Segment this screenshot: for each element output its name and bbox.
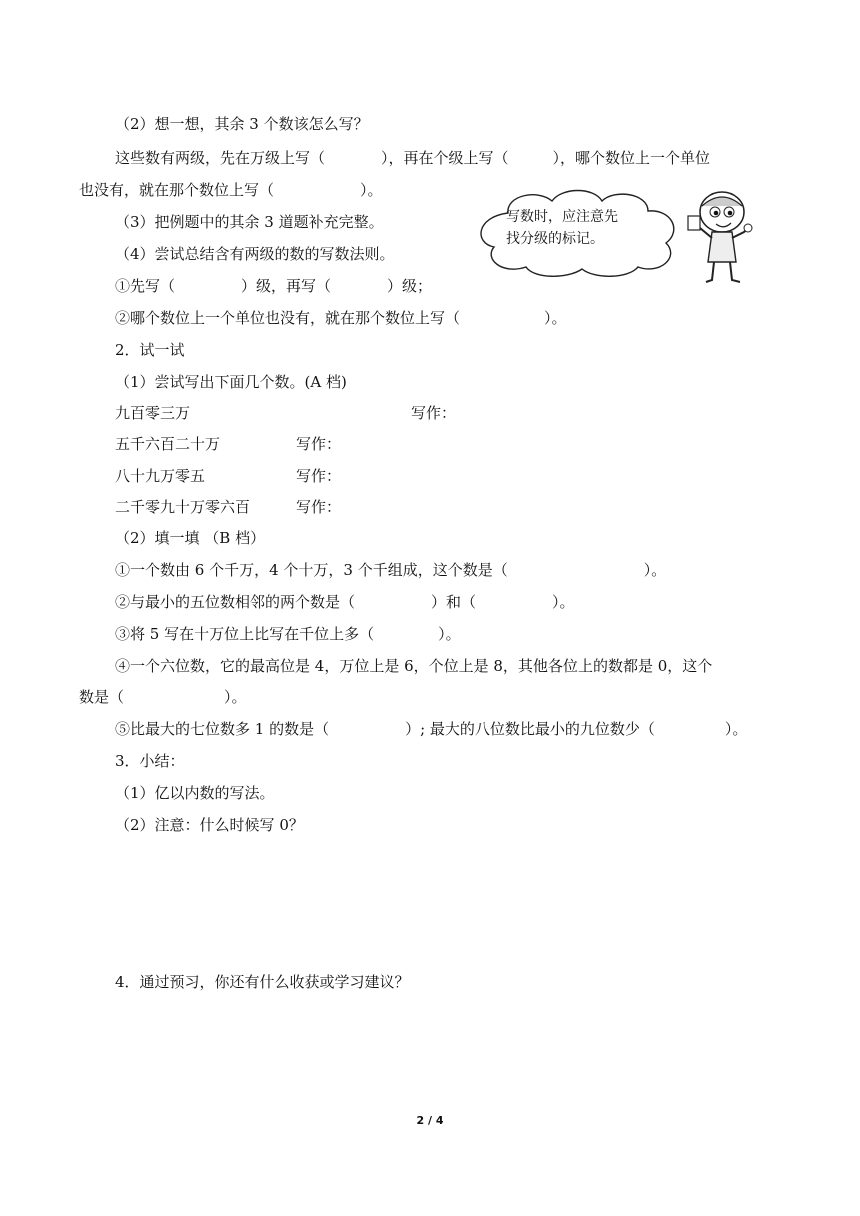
section2-sub2: （2）填一填 （B 档）: [115, 529, 266, 547]
text: ①先写（: [115, 277, 176, 295]
cloud-line: 找分级的标记。: [506, 231, 604, 247]
fill-item-3: [115, 624, 461, 644]
text: ①一个数由 6 个千万，4 个十万，3 个千组成，这个数是（: [115, 561, 508, 579]
text: ）; 最大的八位数比最小的九位数少（: [405, 720, 655, 738]
number-row: [115, 434, 342, 454]
section2-title: 2．试一试: [115, 341, 185, 359]
number-row: [115, 403, 457, 423]
text: ），哪个数位上一个单位: [552, 149, 711, 167]
text: ⑤比最大的七位数多 1 的数是（: [115, 720, 330, 738]
write-label: 写作：: [296, 435, 342, 453]
text: ②与最小的五位数相邻的两个数是（: [115, 593, 356, 611]
write-label: 写作：: [411, 404, 457, 422]
text: 数是（: [79, 688, 125, 706]
section3-title: 3．小结：: [115, 752, 185, 770]
fill-item-2: [115, 592, 575, 612]
number-word: 九百零三万: [115, 404, 191, 422]
text: ），再在个级上写（: [381, 149, 509, 167]
fill-item-4-line2: [79, 687, 247, 707]
write-label: 写作：: [296, 467, 342, 485]
fill-item-4-line1: ④一个六位数，它的最高位是 4，万位上是 6，个位上是 8，其他各位上的数都是 0，这个: [115, 657, 713, 675]
fill-item-5: [115, 719, 747, 739]
text: ）。: [643, 561, 667, 579]
q4-line: （4）尝试总结含有两级的数的写数法则。: [115, 245, 395, 263]
text: ）。: [724, 720, 748, 738]
cartoon-mascot-icon: [684, 186, 756, 286]
rule2-line: [115, 308, 567, 328]
text: ②哪个数位上一个单位也没有，就在那个数位上写（: [115, 309, 461, 327]
text: ）和（: [431, 593, 477, 611]
cloud-text: [506, 206, 666, 250]
text: ）。: [552, 593, 575, 611]
text: ）。: [438, 625, 461, 643]
number-word: 八十九万零五: [115, 467, 206, 485]
q2-paragraph-line2: [79, 180, 383, 200]
fill-item-1: [115, 560, 666, 580]
text: ）。: [224, 688, 247, 706]
write-label: 写作：: [296, 498, 342, 516]
section4-title: 4．通过预习，你还有什么收获或学习建议？: [115, 973, 410, 991]
number-word: 二千零九十万零六百: [115, 498, 251, 516]
q2-paragraph-line1: [115, 148, 710, 168]
text: ③将 5 写在十万位上比写在千位上多（: [115, 625, 375, 643]
rule1-line: [115, 276, 432, 296]
text: ）级，再写（: [241, 277, 332, 295]
number-row: [115, 466, 342, 486]
section2-sub1: （1）尝试写出下面几个数。(A 档): [115, 373, 347, 391]
q2-title: （2）想一想，其余 3 个数该怎么写？: [115, 115, 369, 133]
cloud-line: 写数时，应注意先: [506, 209, 618, 225]
section3-sub1: （1）亿以内数的写法。: [115, 784, 275, 802]
q3-line: （3）把例题中的其余 3 道题补充完整。: [115, 213, 384, 231]
number-row: [115, 497, 342, 517]
text: 这些数有两级，先在万级上写（: [115, 149, 326, 167]
section3-sub2: （2）注意：什么时候写 0？: [115, 816, 304, 834]
text: ）级；: [387, 277, 433, 295]
text: ）。: [360, 181, 383, 199]
number-word: 五千六百二十万: [115, 435, 221, 453]
page-number: 2 / 4: [416, 1114, 444, 1127]
text: 也没有，就在那个数位上写（: [79, 181, 275, 199]
text: ）。: [544, 309, 567, 327]
